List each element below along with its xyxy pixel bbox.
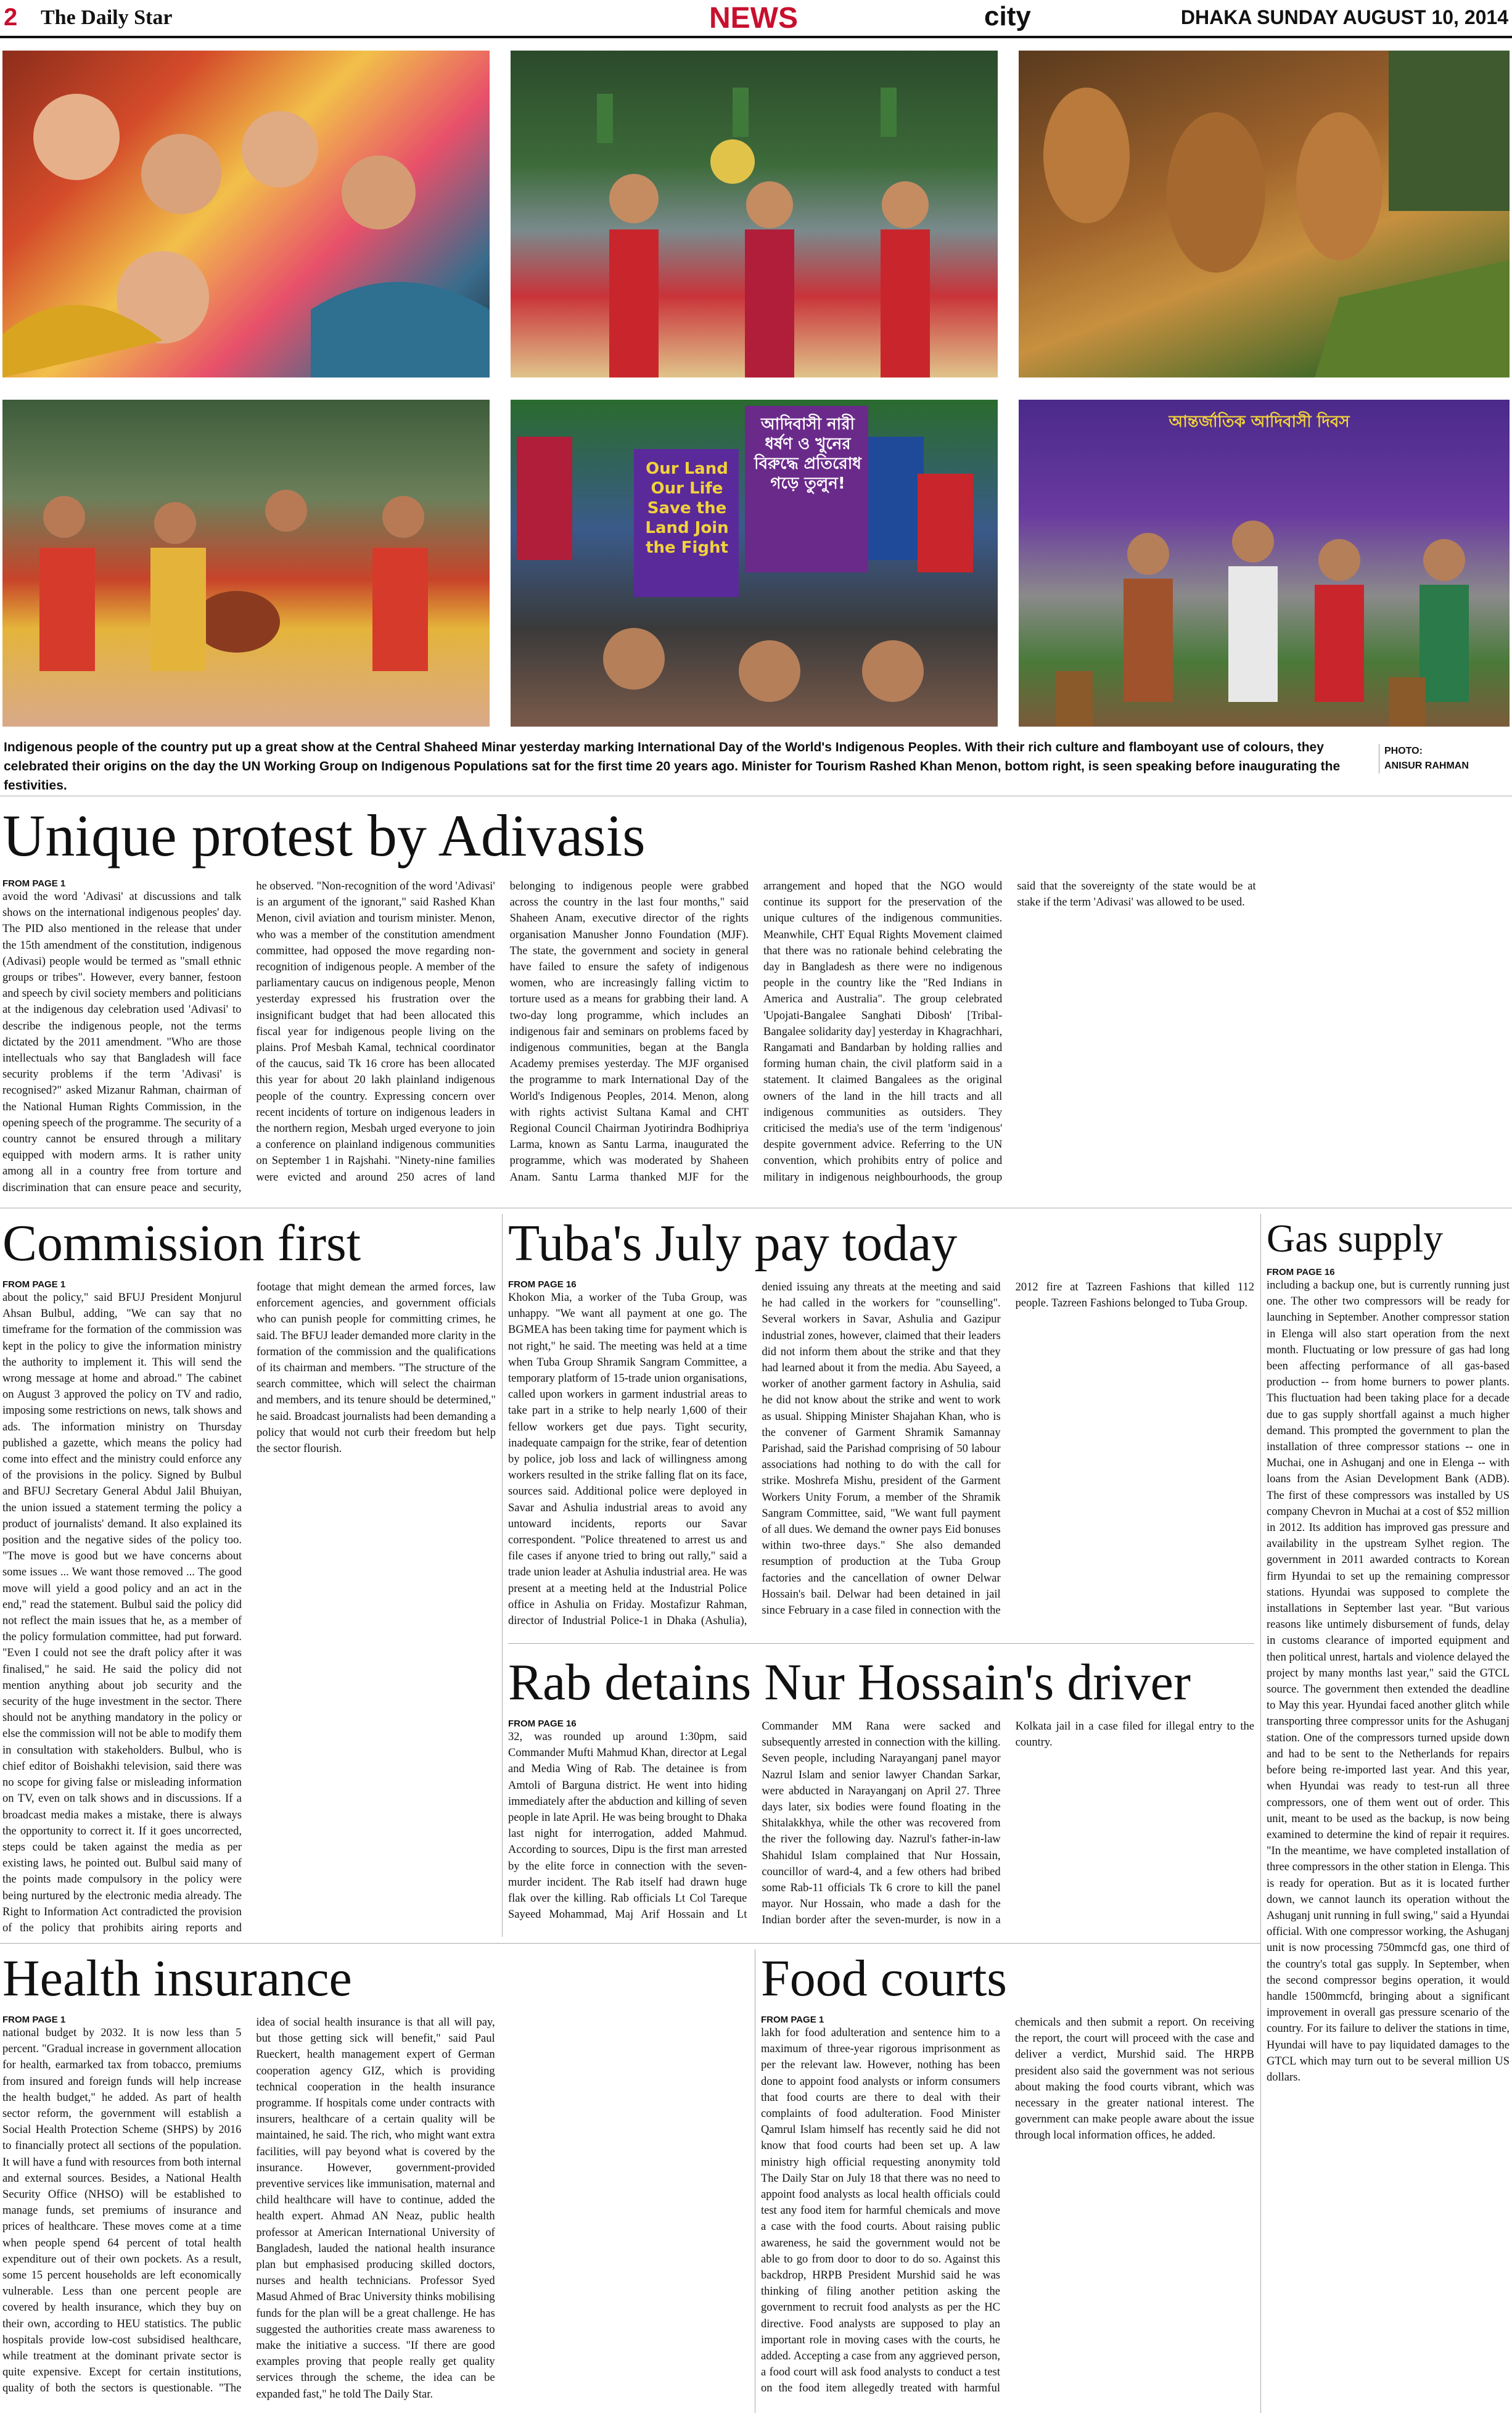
story-rab [508,1718,1254,1937]
story-body: national budget by 2032. It is now less than 5 percent. "Gradual increase in government allocation for health, earmarked tax from tobacco, premiums from insured and foreign funds will help increase the health budget," he added. As part of health sector reform, the government will establish a Social Health Protection Scheme (SHPS) by 2016 to financially protect all sections of the population. It will have a fund with resources from both internal and external sources. Besides, a National Health Security Office (NHSO) will be established to manage funds, set premiums of insurance and prices of healthcare. These moves come at a time when people spend 64 percent of total health expenditure out of their own pockets. As a result, some 15 percent households are left economically vulnerable. Less than one percent people are covered by health insurance, which they buy on their own, according to HEU statistics. The public hospitals provide low-cost subsidised healthcare, while treatment at the dominant private sector is quite expensive. Except for certain institutions, quality of both the sectors is questionable. "The idea of social health insurance is that all will pay, but those getting sick will benefit," said Paul Rueckert, health management expert of German cooperation agency GIZ, which is providing technical cooperation in the health insurance programme. If hospitals come under contracts with insurers, healthcare of a certain quality will be maintained, he said. The rich, who might want extra facilities, will pay beyond what is covered by the insurance. However, government-provided preventive services like immunisation, maternal and child healthcare will have to continue, added the health expert. Ahmad AN Neaz, public health professor at American International University of Bangladesh, lauded the national health insurance plan but emphasised producing skilled doctors, nurses and health technicians. Professor Syed Masud Ahmed of Brac University thinks mobilising funds for the plan will be a great challenge. He has suggested the authorities create mass awareness to make the initiative a success. "If there are good examples proving that people really get quality services through the scheme, the idea can be expanded fast," he told The Daily Star. [2,2016,495,2401]
story-body: Khokon Mia, a worker of the Tuba Group, was unhappy. "We want all payment at one go. The BGMEA has been taking time for payment which is not right," he said. The meeting was held at a time when Tuba Group Shramik Sangram Committee, a temporary platform of 15-trade union organisations, called upon workers in garment industrial areas to take part in a strike to help nearly 1,600 of their fellow workers get due pays. Tight security, inadequate campaign for the strike, fear of detention by police, job loss and lack of willingness among workers resulted in the strike falling flat on its face, sources said. Additional police were deployed in Savar and Ashulia industrial areas to avoid any untoward incidents, reports our Savar correspondent. "Police threatened to arrest us and file cases if anyone tried to bring out rally," said a trade union leader at Ashulia industrial area. He was present at a meeting held at the Industrial Police office in Ashulia on Friday. Mostafizur Rahman, director of Industrial Police-1 in Dhaka (Ashulia), denied issuing any threats at the meeting and said he had called in the workers for "counselling". Several workers in Savar, Ashulia and Gazipur industrial zones, however, claimed that their leaders did not inform them about the strike and that they had learned about it from the media. Abu Sayeed, a worker of another garment factory in Ashulia, said he did not know about the strike and went to work as usual. Shipping Minister Shajahan Khan, who is the convener of Garment Shramik Samannay Parishad, said the Parishad comprising of 50 labour associations had nothing to do with the call for strike. Moshrefa Mishu, president of the Garment Workers Unity Forum, a member of the Shramik Sangram Committee, said, "We want full payment of all dues. We demand the owner pays Eid bonuses within two-three days." She also demanded resumption of production at the Tuba Group factories and the cancellation of owner Delwar Hossain's bail. Delwar had been detained in jail since February in a case filed in connection with the 2012 fire at Tazreen Fashions that killed 112 people. Tazreen Fashions belonged to Tuba Group. [508,1281,1254,1628]
sign-text-bengali: আদিবাসী নারী ধর্ষণ ও খুনের বিরুদ্ধে প্রতিরোধ গড়ে তুলুন! [754,415,861,493]
photo-minister-speaking-art [1019,400,1510,727]
headline-commission: Commission first [2,1215,361,1272]
headline-rab: Rab detains Nur Hossain's driver [508,1654,1191,1711]
photo-credit: PHOTO: ANISUR RAHMAN [1379,744,1506,773]
story-health [2,2015,749,2412]
header-rule [0,36,1512,38]
from-page-label: FROM PAGE 1 [761,2015,824,2025]
photo-dancers-bottles [511,51,998,377]
story-body: lakh for food adulteration and sentence him to a maximum of three-year rigorous imprisonment as per the relevant law. However, nothing has been done to appoint food analysts or inform consumers that food courts are there to deal with their complaints of food adulteration. Food Minister Qamrul Islam himself has recently said he did not know that food courts had been set up. A law ministry high official requesting anonymity told The Daily Star on July 18 that there was no need to appoint food analysts as local health officials could test any food item for harmful chemicals and move a case with the food courts. About raising public awareness, he said the government would not be able to go from door to door to do so. Against this backdrop, HRPB President Murshid said he was thinking of filing another petition asking the government to recruit food analysts as per the HC directive. Food analysts are supposed to play an important role in moving cases with the courts, he added. Accepting a case from any aggrieved person, a food court will ask food analysts to conduct a test on the food item allegedly treated with harmful chemicals and then submit a report. On receiving the report, the court will proceed with the case and deliver a verdict, Murshid said. The HRPB president also said the government was not serious about making the food courts vibrant, which was necessary in the greater national interest. The government can make people aware about the issue through local information offices, he added. [761,2016,1254,2395]
headline-adivasi: Unique protest by Adivasis [2,802,646,868]
from-page-label: FROM PAGE 1 [2,878,66,889]
banner-text: আন্তর্জাতিক আদিবাসী দিবস [1169,413,1350,431]
photo-wooden-crafts-art [1019,51,1510,377]
photo-dancers-bottles-art [511,51,998,377]
story-food [761,2015,1254,2412]
issue-date: DHAKA SUNDAY AUGUST 10, 2014 [1180,6,1508,28]
from-page-label: FROM PAGE 16 [508,1279,577,1290]
masthead: The Daily Star [41,6,173,29]
photo-caption: Indigenous people of the country put up a great show at the Central Shaheed Minar yesterday marking International Day of the World's Indigenous Peoples. With their rich culture and flamboyant use of colours, they celebrated their origins on the day the UN Working Group on Indigenous Populations sat for the first time 20 years ago. Minister for Tourism Rashed Khan Menon, bottom right, is seen speaking before inaugurating the festivities. [4,740,1341,793]
from-page-label: FROM PAGE 1 [2,1279,66,1290]
from-page-label: FROM PAGE 16 [508,1718,577,1729]
from-page-label: FROM PAGE 1 [2,2015,66,2025]
story-tuba [508,1279,1254,1631]
subsection-label: city [984,1,1031,31]
headline-gas: Gas supply [1267,1216,1444,1260]
headline-health: Health insurance [2,1950,352,2007]
rule-before-health [0,1943,1260,1944]
story-body: 32, was rounded up around 1:30pm, said Commander Mufti Mahmud Khan, director at Legal and Media Wing of Rab. The detainee is from Amtoli of Barguna district. He went into hiding immediately after the abduction and killing of seven people in late April. He was being brought to Dhaka last night for interrogation, added Mahmud. According to sources, Dipu is the first man arrested by the elite force in connection with the seven-murder incident. The Rab itself had drawn huge flak over the killing. Rab officials Lt Col Tareque Sayeed Mohammad, Maj Arif Hossain and Lt Commander MM Rana were sacked and subsequently arrested in connection with the killing. Seven people, including Narayanganj panel mayor Nazrul Islam and senior lawyer Chandan Sarkar, were abducted in Narayanganj on April 27. Three days later, six bodies were found floating in the Shitalakkhya, while the other was recovered from the river the following day. Nazrul's father-in-law Shahidul Islam complained that Nur Hossain, councillor of ward-4, and a few others had bribed some Rab-11 officials Tk 6 crore to kill the panel mayor. Nur Hossain, who made a dash for the Indian border after the seven-murder, is now in a Kolkata jail in a case filed for illegal entry to the country. [508,1720,1254,1927]
photo-wooden-crafts [1019,51,1510,377]
story-body: avoid the word 'Adivasi' at discussions and talk shows on the international indigenous peoples' day. The PID also mentioned in the release that under the 15th amendment of the constitution, indigenous (Adivasi) people would be termed as "small ethnic groups or tribes". However, every banner, festoon and speech by civil society members and politicians at the indigenous day celebration used 'Adivasi' to describe the indigenous people, not the terms dictated by the 2011 amendment. "Who are those intellectuals who say that Bangladesh will face security problems if the term 'Adivasi' is recognised?" asked Mizanur Rahman, chairman of the National Human Rights Commission, in the opening speech of the programme. The security of a country cannot be ensured through a military equipped with modern arms. It is rather unity among all in a country free from torture and discrimination that can ensure peace and security, he observed. "Non-recognition of the word 'Adivasi' is an argument of the ignorant," said Rashed Khan Menon, civil aviation and tourism minister. Menon, who was a member of the constitution amendment committee, had opposed the move regarding non-recognition of indigenous people. A member of the parliamentary caucus on indigenous people, Menon yesterday expressed his frustration over the insignificant budget that had been allocated this fiscal year for indigenous people living on the plains. Prof Mesbah Kamal, technical coordinator of the caucus, said Tk 16 crore has been allocated this year for about 20 lakh plainland indigenous people of the country. Expressing concern over recent incidents of torture on indigenous leaders in the northern region, Mesbah urged everyone to join a conference on plainland indigenous communities on September 1 in Rajshahi. "Ninety-nine families were evicted and around 250 acres of land belonging to indigenous people were grabbed across the country in the last four months," said Shaheen Anam, executive director of the rights organisation Manusher Jonno Foundation (MJF). The state, the government and society in general have failed to ensure the safety of indigenous women, who are increasingly falling victim to torture used as a means for grabbing their land. A two-day long programme, which includes an indigenous fair and seminars on problems faced by indigenous communities, began at the Bangla Academy premises yesterday. The MJF organised the programme to mark International Day of the World's Indigenous Peoples, 2014. Menon, along with rights activist Sultana Kamal and CHT Regional Council Chairman Jyotirindra Bodhipriya Larma, known as Santu Larma, inaugurated the programme, which was moderated by Shaheen Anam. Santu Larma thanked MJF for the arrangement and hoped that the NGO would continue its support for the preservation of the unique cultures of the indigenous communities. Meanwhile, CHT Equal Rights Movement claimed that there was no rationale behind celebrating the day in Bangladesh as there were no indigenous people in the country like the "Red Indians in America and Australia". The group celebrated 'Upojati-Bangalee Sanghati Dibosh' [Tribal-Bangalee solidarity day] yesterday in Khagrachhari, Rangamati and Bandarban by holding rallies and forming human chain, the civil platform said in a statement. It claimed Bangalees as the original owners of the land in the hill tracts and all indigenous communities as outsiders. They criticised the media's use of the term 'indigenous' despite government advice. Referring to the UN convention, which prohibits entry of police and military in indigenous neighbourhoods, the group said that the sovereignty of the state would be at stake if the term 'Adivasi' was allowed to be used. [2,880,1256,1194]
story-gas [1267,1267,1510,2411]
story-commission [2,1279,496,1937]
photo-dancers-fans-art [2,51,490,377]
photo-drummers [2,400,490,727]
from-page-label: FROM PAGE 16 [1267,1267,1335,1277]
photo-minister-speaking [1019,400,1510,727]
divider [1260,1214,1261,2413]
photo-drummers-art [2,400,490,727]
headline-tuba: Tuba's July pay today [508,1215,958,1272]
divider [502,1214,503,1937]
section-label: NEWS [709,2,798,35]
sign-text-english: Our Land Our Life Save the Land Join the Fight [645,460,729,557]
page-number: 2 [4,4,18,31]
story-body: about the policy," said BFUJ President Monjurul Ahsan Bulbul, adding, "We can say that no timeframe for the formation of the commission was kept in the policy to give the information ministry the authority to implement it. This will send the wrong message at home and abroad." The cabinet on August 3 approved the policy on TV and radio, imposing some restrictions on news, talk shows and ads. The information ministry on Thursday published a gazette, which means the policy had come into effect and the ministry could enforce any of the provisions in the policy. Signed by Bulbul and BFUJ Secretary General Abdul Jalil Bhuiyan, the union issued a statement terming the policy a product of journalists' demand. It also explained its position and the negative sides of the policy too. "The move is good but we have concerns about some issues ... We want those removed ... The good move will yield a good policy and an act in the end," read the statement. Bulbul said the policy did not reflect the main issues that he, as a member of the policy formulation committee, had put forward. "Even I could not see the draft policy after it was finalised," he said. He said the policy did not mention anything about job security and the security of the huge investment in the sector. There should not be anything mandatory in the policy or else the commission will not be able to modify them in consultation with stakeholders. Bulbul, who is chief editor of Boishakhi television, said there was no scope for giving false or misleading information on TV, even on talk shows and in discussions. If a broadcast media makes a mistake, there is always the opportunity to correct it. If it goes uncorrected, steps could be taken against the media as per existing laws, he pointed out. Bulbul said many of the points made compulsory in the policy were being nurtured by the electronic media already. The Right to Information Act contradicted the provision of the policy that prohibits airing reports and footage that might demean the armed forces, law enforcement agencies, and government officials who can punish people for committing crimes, he said. The BFUJ leader demanded more clarity in the formation of the commission and the qualifications of its chairman and members. "The structure of the search committee, which will select the chairman and members, and its tenure should be determined," he said. Broadcast journalists had been demanding a policy that would not curb their freedom but help the sector flourish. [2,1281,496,1934]
photo-dancers-fans [2,51,490,377]
story-adivasi [2,878,1510,1197]
rule-after-tuba [508,1643,1254,1644]
page-header [0,0,1512,39]
photo-protest-signs [511,400,998,727]
story-body: including a backup one, but is currently running just one. The other two compressors will be ready for launching in September. Another compressor station in Elenga will also start operation from the next month. Fluctuating or low pressure of gas had long been affecting performance of all gas-based production -- from home burners to power plants. This fluctuation had been taking place for a decade due to gas supply shortfall against a much higher demand. This prompted the government to plan the installation of three compressor stations -- one in Muchai, one in Ashuganj and one in Elenga -- with loans from the Asian Development Bank (ADB). The first of these compressors was installed by US company Chevron in Muchai at a cost of $52 million in 2012. Its addition has improved gas pressure and availability in the upstream Sylhet region. The government in 2011 awarded contracts to Korean firm Hyundai to set up the remaining compressor stations. Hyundai was supposed to complete the installations in September last year. "But various reasons like untimely disbursement of funds, delay in customs clearance of imported equipment and then political unrest, hartals and violence delayed the project by many months last year," said the GTCL source. The government then extended the deadline to May this year. Hyundai faced another glitch while transporting three compressor units for the Ashuganj station. One of the compressors turned upside down and had to be sent to the Netherlands for repairs before being re-imported last year. And this year, when Hyundai was ready to test-run all three compressors, one of them went out of order. This unit, meant to be used as the backup, is now being examined to determine the kind of repair it requires. "In the meantime, we have completed installation of three compressors in the other station in Elenga. This is ready for operation. But as it is located further down, we cannot launch its operation without the Ashuganj unit running in full swing," said a Hyundai official. With one compressor working, the Ashuganj unit is now processing 750mmcfd gas, one third of the country's total gas supply. In September, when the second compressor begins operation, it would handle 1500mmcfd, bringing about a significant improvement in overall gas pressure scenario of the country. For its failure to deliver the stations in time, Hyundai will have to pay liquidated damages to the GTCL which may turn out to be several million US dollars. [1267,1279,1510,2084]
headline-food: Food courts [761,1950,1007,2007]
